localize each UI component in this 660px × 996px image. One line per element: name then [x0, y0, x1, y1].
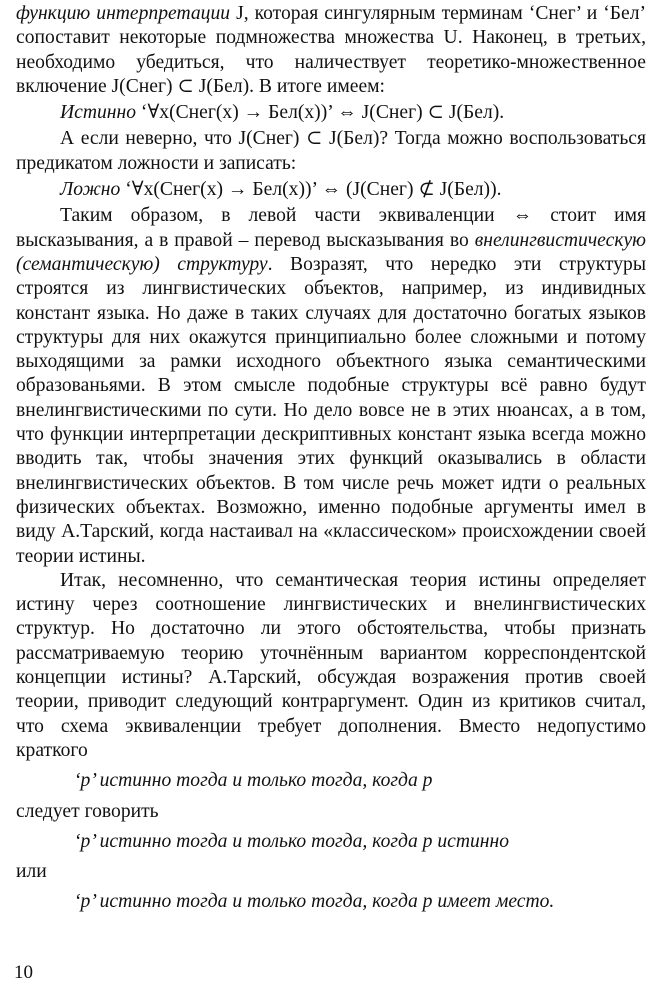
italic-term: функцию интерпретации [16, 3, 231, 24]
formula-predicate: Ложно [60, 179, 121, 201]
paragraph-text: Таким образом, в левой части эквиваленции ⇔ стоит имя высказывания, а в правой – перевод высказывания во [16, 205, 646, 251]
formula-body: ‘∀x(Снег(x) → Бел(x))’ ⇔ J(Снег) ⊂ J(Бел). [136, 102, 505, 124]
paragraph-text: . Возразят, что нередко эти структуры строятся из лингвистических объектов, например, из индивидных констант языка. Но даже в таких случаях для достаточно богатых языков структуры для них окажутся принципиально более сложными и потому выходящими за рамки исходного объектного языка семантическими образованьями. В этом смысле подобные структуры всё равно будут внелингвистическими по сути. Но дело вовсе не в этих нюансах, а в том, что функции интерпретации дескриптивных констант языка всегда можно вводить так, чтобы значения этих функций оказывались в области внелингвистических объектов. В том числе речь может идти о реальных физических объектах. Возможно, именно подобные аргументы имел в виду А.Тарский, когда настаивал на «классическом» происхождении своей теории истины. [16, 253, 646, 567]
connector-text: или [16, 861, 47, 883]
paragraph: Итак, несомненно, что семантическая теория истины определяет истину через соотношение лингвистических и внелингвистических структур. Но достаточно ли этого обстоятельства, чтобы признать рассматриваемую теорию уточнённым вариантом корреспондентской концепции истины? А.Тарский, обсуждая возражения против своей теории, приводит следующий контраргумент. Один из критиков считал, что схема эквиваленции требует дополнения. Вместо недопустимо краткого [16, 569, 646, 761]
formula-false [60, 178, 646, 202]
schema-quote: ‘p’ истинно тогда и только тогда, когда p имеет место. [74, 891, 555, 913]
paragraph: А если неверно, что J(Снег) ⊂ J(Бел)? Тогда можно воспользоваться предикатом ложности и записать: [16, 128, 646, 174]
formula-true [60, 101, 646, 125]
paragraph-text: J, которая сингулярным терминам ‘Снег’ и ‘Бел’ сопоставит некоторые подмножества множества U. Наконец, в третьих, необходимо убедиться, что наличествует теоретико-множественное включение J(Снег) ⊂ J(Бел). В итоге имеем: [16, 3, 646, 97]
schema-quote: ‘p’ истинно тогда и только тогда, когда p истинно [74, 830, 510, 852]
page-number: 10 [14, 962, 33, 983]
schema-quote: ‘p’ истинно тогда и только тогда, когда p [74, 770, 433, 792]
paragraph [16, 204, 646, 568]
paragraph-continuation [16, 2, 646, 99]
formula-body: ‘∀x(Снег(x) → Бел(x))’ ⇔ (J(Снег) ⊄ J(Бел)). [120, 179, 502, 201]
italic-phrase: внелингвистическую (семантическую) структуру [16, 229, 646, 275]
formula-predicate: Истинно [60, 102, 137, 124]
connector-text: следует говорить [16, 800, 159, 822]
page-body-text [16, 2, 646, 921]
